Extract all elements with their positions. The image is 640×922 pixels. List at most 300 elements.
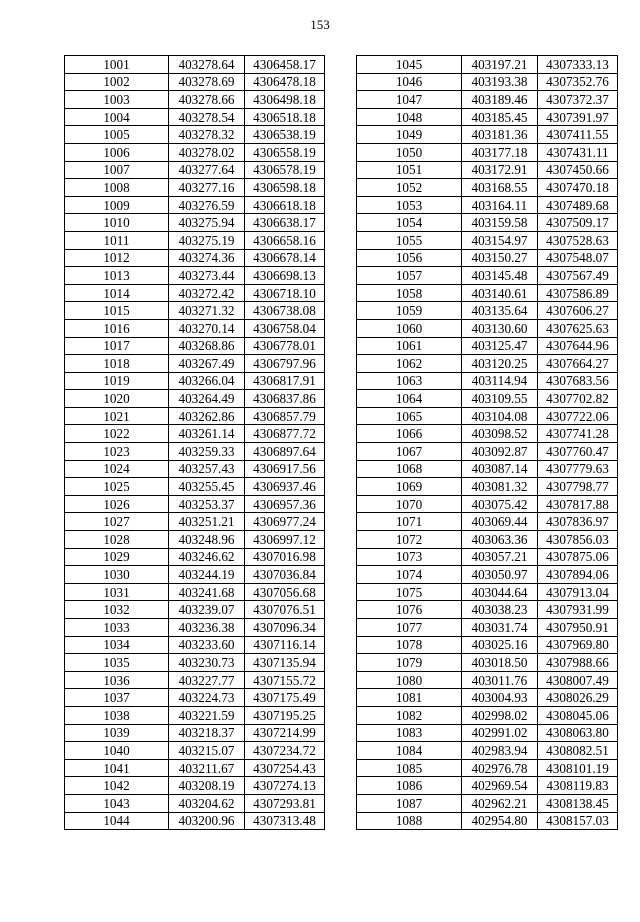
x-coordinate-cell: 403057.21 [462,548,538,566]
y-coordinate-cell: 4307195.25 [245,706,325,724]
point-number-cell: 1071 [357,513,462,531]
y-coordinate-cell: 4307528.63 [538,231,618,249]
y-coordinate-cell: 4306817.91 [245,372,325,390]
table-row [357,407,618,425]
table-row [65,759,325,777]
point-number-cell: 1062 [357,355,462,373]
table-row [65,689,325,707]
y-coordinate-cell: 4307741.28 [538,425,618,443]
point-number-cell: 1053 [357,196,462,214]
x-coordinate-cell: 403135.64 [462,302,538,320]
x-coordinate-cell: 403145.48 [462,267,538,285]
x-coordinate-cell: 403063.36 [462,531,538,549]
point-number-cell: 1016 [65,319,169,337]
table-row [65,548,325,566]
table-row [357,56,618,74]
y-coordinate-cell: 4307683.56 [538,372,618,390]
table-row [65,56,325,74]
y-coordinate-cell: 4307702.82 [538,390,618,408]
x-coordinate-cell: 403172.91 [462,161,538,179]
y-coordinate-cell: 4308082.51 [538,742,618,760]
table-row [357,143,618,161]
point-number-cell: 1084 [357,742,462,760]
point-number-cell: 1073 [357,548,462,566]
point-number-cell: 1034 [65,636,169,654]
y-coordinate-cell: 4307431.11 [538,143,618,161]
y-coordinate-cell: 4307586.89 [538,284,618,302]
x-coordinate-cell: 403204.62 [169,794,245,812]
table-row [65,794,325,812]
y-coordinate-cell: 4307016.98 [245,548,325,566]
x-coordinate-cell: 403236.38 [169,619,245,637]
point-number-cell: 1046 [357,73,462,91]
table-row [357,636,618,654]
table-row [357,214,618,232]
x-coordinate-cell: 403267.49 [169,355,245,373]
y-coordinate-cell: 4307988.66 [538,654,618,672]
x-coordinate-cell: 403075.42 [462,495,538,513]
point-number-cell: 1063 [357,372,462,390]
x-coordinate-cell: 403114.94 [462,372,538,390]
x-coordinate-cell: 403104.08 [462,407,538,425]
x-coordinate-cell: 403261.14 [169,425,245,443]
table-row [65,108,325,126]
y-coordinate-cell: 4307293.81 [245,794,325,812]
y-coordinate-cell: 4308026.29 [538,689,618,707]
point-number-cell: 1085 [357,759,462,777]
y-coordinate-cell: 4306937.46 [245,478,325,496]
y-coordinate-cell: 4307567.49 [538,267,618,285]
x-coordinate-cell: 403276.59 [169,196,245,214]
y-coordinate-cell: 4308045.06 [538,706,618,724]
x-coordinate-cell: 403159.58 [462,214,538,232]
x-coordinate-cell: 403278.69 [169,73,245,91]
x-coordinate-cell: 403125.47 [462,337,538,355]
x-coordinate-cell: 403271.32 [169,302,245,320]
x-coordinate-cell: 403270.14 [169,319,245,337]
table-row [65,619,325,637]
table-row [65,231,325,249]
y-coordinate-cell: 4308101.19 [538,759,618,777]
table-row [357,267,618,285]
y-coordinate-cell: 4308138.45 [538,794,618,812]
point-number-cell: 1056 [357,249,462,267]
point-number-cell: 1088 [357,812,462,830]
point-number-cell: 1052 [357,179,462,197]
table-row [65,478,325,496]
point-number-cell: 1038 [65,706,169,724]
point-number-cell: 1054 [357,214,462,232]
table-row [357,759,618,777]
point-number-cell: 1001 [65,56,169,74]
point-number-cell: 1083 [357,724,462,742]
table-row [357,73,618,91]
y-coordinate-cell: 4307931.99 [538,601,618,619]
point-number-cell: 1022 [65,425,169,443]
point-number-cell: 1014 [65,284,169,302]
x-coordinate-cell: 403259.33 [169,443,245,461]
table-row [65,337,325,355]
x-coordinate-cell: 403109.55 [462,390,538,408]
point-number-cell: 1027 [65,513,169,531]
y-coordinate-cell: 4307606.27 [538,302,618,320]
table-row [65,460,325,478]
y-coordinate-cell: 4307214.99 [245,724,325,742]
y-coordinate-cell: 4306638.17 [245,214,325,232]
point-number-cell: 1057 [357,267,462,285]
y-coordinate-cell: 4306738.08 [245,302,325,320]
y-coordinate-cell: 4306698.13 [245,267,325,285]
y-coordinate-cell: 4306758.04 [245,319,325,337]
x-coordinate-cell: 403208.19 [169,777,245,795]
table-row [65,196,325,214]
point-number-cell: 1012 [65,249,169,267]
y-coordinate-cell: 4307274.13 [245,777,325,795]
x-coordinate-cell: 403268.86 [169,337,245,355]
table-row [65,355,325,373]
y-coordinate-cell: 4306598.18 [245,179,325,197]
table-row [357,319,618,337]
table-row [357,671,618,689]
x-coordinate-cell: 403069.44 [462,513,538,531]
x-coordinate-cell: 403150.27 [462,249,538,267]
x-coordinate-cell: 403278.64 [169,56,245,74]
point-number-cell: 1055 [357,231,462,249]
x-coordinate-cell: 403230.73 [169,654,245,672]
table-row [65,302,325,320]
x-coordinate-cell: 403200.96 [169,812,245,830]
point-number-cell: 1006 [65,143,169,161]
y-coordinate-cell: 4307913.04 [538,583,618,601]
y-coordinate-cell: 4307391.97 [538,108,618,126]
point-number-cell: 1072 [357,531,462,549]
point-number-cell: 1021 [65,407,169,425]
point-number-cell: 1079 [357,654,462,672]
table-row [357,531,618,549]
table-row [65,636,325,654]
table-row [65,724,325,742]
point-number-cell: 1061 [357,337,462,355]
y-coordinate-cell: 4307836.97 [538,513,618,531]
table-row [357,513,618,531]
table-row [65,583,325,601]
y-coordinate-cell: 4306797.96 [245,355,325,373]
point-number-cell: 1029 [65,548,169,566]
y-coordinate-cell: 4307056.68 [245,583,325,601]
table-row [357,126,618,144]
table-row [65,73,325,91]
point-number-cell: 1080 [357,671,462,689]
point-number-cell: 1018 [65,355,169,373]
x-coordinate-cell: 403197.21 [462,56,538,74]
table-row [65,671,325,689]
point-number-cell: 1019 [65,372,169,390]
y-coordinate-cell: 4308119.83 [538,777,618,795]
x-coordinate-cell: 403098.52 [462,425,538,443]
y-coordinate-cell: 4307798.77 [538,478,618,496]
point-number-cell: 1077 [357,619,462,637]
y-coordinate-cell: 4306618.18 [245,196,325,214]
table-row [65,372,325,390]
x-coordinate-cell: 403274.36 [169,249,245,267]
y-coordinate-cell: 4307234.72 [245,742,325,760]
table-row [357,495,618,513]
table-row [65,443,325,461]
table-row [357,284,618,302]
y-coordinate-cell: 4307817.88 [538,495,618,513]
point-number-cell: 1074 [357,566,462,584]
point-number-cell: 1060 [357,319,462,337]
table-row [65,319,325,337]
y-coordinate-cell: 4306957.36 [245,495,325,513]
y-coordinate-cell: 4306498.18 [245,91,325,109]
y-coordinate-cell: 4307722.06 [538,407,618,425]
point-number-cell: 1067 [357,443,462,461]
x-coordinate-cell: 403031.74 [462,619,538,637]
point-number-cell: 1051 [357,161,462,179]
point-number-cell: 1058 [357,284,462,302]
x-coordinate-cell: 403092.87 [462,443,538,461]
y-coordinate-cell: 4308007.49 [538,671,618,689]
table-row [357,689,618,707]
y-coordinate-cell: 4307313.48 [245,812,325,830]
y-coordinate-cell: 4306518.18 [245,108,325,126]
y-coordinate-cell: 4307116.14 [245,636,325,654]
x-coordinate-cell: 403264.49 [169,390,245,408]
y-coordinate-cell: 4308157.03 [538,812,618,830]
x-coordinate-cell: 403253.37 [169,495,245,513]
x-coordinate-cell: 403246.62 [169,548,245,566]
point-number-cell: 1049 [357,126,462,144]
y-coordinate-cell: 4307760.47 [538,443,618,461]
x-coordinate-cell: 403278.02 [169,143,245,161]
point-number-cell: 1076 [357,601,462,619]
x-coordinate-cell: 403025.16 [462,636,538,654]
table-row [65,742,325,760]
point-number-cell: 1037 [65,689,169,707]
x-coordinate-cell: 403278.54 [169,108,245,126]
table-row [357,777,618,795]
point-number-cell: 1086 [357,777,462,795]
y-coordinate-cell: 4307664.27 [538,355,618,373]
point-number-cell: 1048 [357,108,462,126]
point-number-cell: 1004 [65,108,169,126]
x-coordinate-cell: 403218.37 [169,724,245,742]
x-coordinate-cell: 403277.64 [169,161,245,179]
x-coordinate-cell: 403211.67 [169,759,245,777]
x-coordinate-cell: 403275.94 [169,214,245,232]
y-coordinate-cell: 4307894.06 [538,566,618,584]
table-row [65,654,325,672]
table-row [357,108,618,126]
point-number-cell: 1005 [65,126,169,144]
x-coordinate-cell: 403038.23 [462,601,538,619]
point-number-cell: 1030 [65,566,169,584]
x-coordinate-cell: 403050.97 [462,566,538,584]
x-coordinate-cell: 403044.64 [462,583,538,601]
x-coordinate-cell: 403164.11 [462,196,538,214]
table-row [357,794,618,812]
point-number-cell: 1070 [357,495,462,513]
x-coordinate-cell: 403239.07 [169,601,245,619]
point-number-cell: 1020 [65,390,169,408]
point-number-cell: 1069 [357,478,462,496]
point-number-cell: 1028 [65,531,169,549]
table-row [357,601,618,619]
table-row [65,179,325,197]
y-coordinate-cell: 4307779.63 [538,460,618,478]
y-coordinate-cell: 4307875.06 [538,548,618,566]
point-number-cell: 1033 [65,619,169,637]
y-coordinate-cell: 4306478.18 [245,73,325,91]
y-coordinate-cell: 4306658.16 [245,231,325,249]
table-row [65,143,325,161]
point-number-cell: 1043 [65,794,169,812]
y-coordinate-cell: 4307644.96 [538,337,618,355]
table-row [357,812,618,830]
y-coordinate-cell: 4307969.80 [538,636,618,654]
x-coordinate-cell: 403011.76 [462,671,538,689]
x-coordinate-cell: 403241.68 [169,583,245,601]
y-coordinate-cell: 4306997.12 [245,531,325,549]
table-row [357,231,618,249]
y-coordinate-cell: 4307096.34 [245,619,325,637]
y-coordinate-cell: 4306458.17 [245,56,325,74]
y-coordinate-cell: 4306917.56 [245,460,325,478]
table-row [357,706,618,724]
x-coordinate-cell: 403154.97 [462,231,538,249]
x-coordinate-cell: 403227.77 [169,671,245,689]
table-row [357,91,618,109]
point-number-cell: 1007 [65,161,169,179]
table-row [357,179,618,197]
table-row [357,724,618,742]
x-coordinate-cell: 403168.55 [462,179,538,197]
point-number-cell: 1002 [65,73,169,91]
coordinates-table-right [356,55,618,830]
table-row [65,390,325,408]
point-number-cell: 1010 [65,214,169,232]
point-number-cell: 1026 [65,495,169,513]
table-row [357,566,618,584]
y-coordinate-cell: 4307076.51 [245,601,325,619]
point-number-cell: 1075 [357,583,462,601]
table-row [65,566,325,584]
x-coordinate-cell: 403257.43 [169,460,245,478]
x-coordinate-cell: 402962.21 [462,794,538,812]
point-number-cell: 1041 [65,759,169,777]
y-coordinate-cell: 4307856.03 [538,531,618,549]
table-row [357,425,618,443]
point-number-cell: 1045 [357,56,462,74]
point-number-cell: 1050 [357,143,462,161]
point-number-cell: 1087 [357,794,462,812]
point-number-cell: 1013 [65,267,169,285]
y-coordinate-cell: 4307470.18 [538,179,618,197]
x-coordinate-cell: 403278.32 [169,126,245,144]
x-coordinate-cell: 403273.44 [169,267,245,285]
table-row [357,654,618,672]
table-row [65,812,325,830]
point-number-cell: 1008 [65,179,169,197]
x-coordinate-cell: 403275.19 [169,231,245,249]
y-coordinate-cell: 4307155.72 [245,671,325,689]
table-row [65,161,325,179]
y-coordinate-cell: 4307333.13 [538,56,618,74]
y-coordinate-cell: 4307372.37 [538,91,618,109]
table-row [357,196,618,214]
y-coordinate-cell: 4307450.66 [538,161,618,179]
x-coordinate-cell: 403255.45 [169,478,245,496]
point-number-cell: 1044 [65,812,169,830]
table-row [65,706,325,724]
x-coordinate-cell: 403262.86 [169,407,245,425]
x-coordinate-cell: 402991.02 [462,724,538,742]
x-coordinate-cell: 403087.14 [462,460,538,478]
x-coordinate-cell: 403181.36 [462,126,538,144]
x-coordinate-cell: 403221.59 [169,706,245,724]
y-coordinate-cell: 4307352.76 [538,73,618,91]
table-row [357,478,618,496]
y-coordinate-cell: 4307509.17 [538,214,618,232]
point-number-cell: 1024 [65,460,169,478]
y-coordinate-cell: 4307489.68 [538,196,618,214]
table-row [357,161,618,179]
y-coordinate-cell: 4306678.14 [245,249,325,267]
table-row [65,513,325,531]
point-number-cell: 1081 [357,689,462,707]
x-coordinate-cell: 403266.04 [169,372,245,390]
point-number-cell: 1032 [65,601,169,619]
point-number-cell: 1039 [65,724,169,742]
table-row [65,91,325,109]
point-number-cell: 1066 [357,425,462,443]
table-row [357,583,618,601]
coordinates-table-left [64,55,325,830]
x-coordinate-cell: 403177.18 [462,143,538,161]
y-coordinate-cell: 4306538.19 [245,126,325,144]
x-coordinate-cell: 403244.19 [169,566,245,584]
point-number-cell: 1078 [357,636,462,654]
x-coordinate-cell: 402969.54 [462,777,538,795]
y-coordinate-cell: 4306778.01 [245,337,325,355]
x-coordinate-cell: 403189.46 [462,91,538,109]
point-number-cell: 1064 [357,390,462,408]
table-row [65,407,325,425]
point-number-cell: 1015 [65,302,169,320]
y-coordinate-cell: 4306837.86 [245,390,325,408]
table-row [357,460,618,478]
x-coordinate-cell: 403272.42 [169,284,245,302]
y-coordinate-cell: 4307950.91 [538,619,618,637]
x-coordinate-cell: 403004.93 [462,689,538,707]
point-number-cell: 1040 [65,742,169,760]
y-coordinate-cell: 4306977.24 [245,513,325,531]
y-coordinate-cell: 4307411.55 [538,126,618,144]
x-coordinate-cell: 403215.07 [169,742,245,760]
point-number-cell: 1036 [65,671,169,689]
table-row [357,302,618,320]
page-number: 153 [310,17,330,32]
point-number-cell: 1009 [65,196,169,214]
point-number-cell: 1068 [357,460,462,478]
table-row [357,337,618,355]
point-number-cell: 1082 [357,706,462,724]
table-row [357,390,618,408]
x-coordinate-cell: 402998.02 [462,706,538,724]
y-coordinate-cell: 4306578.19 [245,161,325,179]
y-coordinate-cell: 4306877.72 [245,425,325,443]
